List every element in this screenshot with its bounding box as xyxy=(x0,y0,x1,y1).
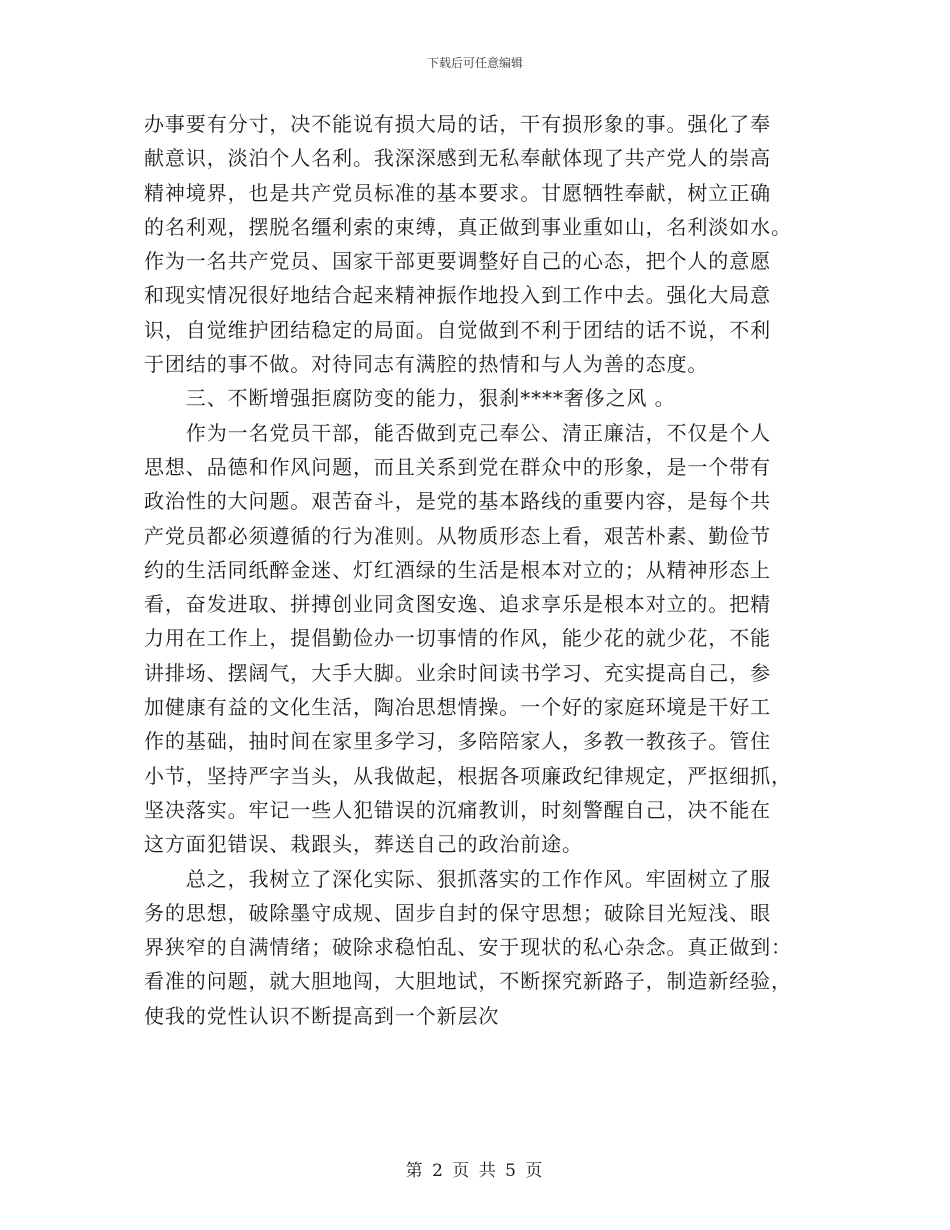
text-line: 看，奋发进取、拼搏创业同贪图安逸、追求享乐是根本对立的。把精 xyxy=(144,592,771,617)
text-line: 约的生活同纸醉金迷、灯红酒绿的生活是根本对立的；从精神形态上 xyxy=(144,557,771,582)
text-line: 政治性的大问题。艰苦奋斗，是党的基本路线的重要内容，是每个共 xyxy=(144,489,771,514)
text-line: 使我的党性认识不断提高到一个新层次 xyxy=(144,1003,500,1028)
text-line: 献意识，淡泊个人名利。我深深感到无私奉献体现了共产党人的崇高 xyxy=(144,146,771,171)
section-heading: 三、不断增强拒腐防变的能力，狠刹****奢侈之风 。 xyxy=(144,386,676,411)
text-line: 思想、品德和作风问题，而且关系到党在群众中的形象，是一个带有 xyxy=(144,454,771,479)
text-line: 界狭窄的自满情绪；破除求稳怕乱、安于现状的私心杂念。真正做到： xyxy=(144,935,792,960)
text-line: 作的基础，抽时间在家里多学习，多陪陪家人，多教一教孩子。管住 xyxy=(144,729,771,754)
text-line: 加健康有益的文化生活，陶冶思想情操。一个好的家庭环境是干好工 xyxy=(144,695,771,720)
text-line: 精神境界，也是共产党员标准的基本要求。甘愿牺牲奉献，树立正确 xyxy=(144,180,771,205)
text-line: 小节，坚持严字当头，从我做起，根据各项廉政纪律规定，严抠细抓， xyxy=(144,763,792,788)
text-line: 力用在工作上，提倡勤俭办一切事情的作风，能少花的就少花，不能 xyxy=(144,626,771,651)
text-line: 识，自觉维护团结稳定的局面。自觉做到不利于团结的话不说，不利 xyxy=(144,317,771,342)
text-line: 办事要有分寸，决不能说有损大局的话，干有损形象的事。强化了奉 xyxy=(144,112,771,136)
text-line: 作为一名共产党员、国家干部更要调整好自己的心态，把个人的意愿 xyxy=(144,249,771,274)
text-line: 作为一名党员干部，能否做到克己奉公、清正廉洁，不仅是个人 xyxy=(144,420,771,445)
document-body xyxy=(144,107,810,1033)
page-header: 下载后可任意编辑 xyxy=(426,56,523,70)
text-line: 于团结的事不做。对待同志有满腔的热情和与人为善的态度。 xyxy=(144,352,709,377)
text-line: 产党员都必须遵循的行为准则。从物质形态上看，艰苦朴素、勤俭节 xyxy=(144,523,771,548)
text-line: 坚决落实。牢记一些人犯错误的沉痛教训，时刻警醒自己，决不能在 xyxy=(144,797,771,822)
page-number: 第 2 页 共 5 页 xyxy=(405,1161,545,1181)
text-line: 看准的问题，就大胆地闯，大胆地试，不断探究新路子，制造新经验， xyxy=(144,969,792,994)
text-line: 总之，我树立了深化实际、狠抓落实的工作作风。牢固树立了服 xyxy=(144,866,771,891)
text-line: 的名利观，摆脱名缰利索的束缚，真正做到事业重如山，名利淡如水。 xyxy=(144,214,792,239)
text-line: 务的思想，破除墨守成规、固步自封的保守思想；破除目光短浅、眼 xyxy=(144,900,771,925)
text-line: 这方面犯错误、栽跟头，葬送自己的政治前途。 xyxy=(144,832,583,857)
text-line: 讲排场、摆阔气，大手大脚。业余时间读书学习、充实提高自己，参 xyxy=(144,660,771,685)
text-line: 和现实情况很好地结合起来精神振作地投入到工作中去。强化大局意 xyxy=(144,283,771,308)
